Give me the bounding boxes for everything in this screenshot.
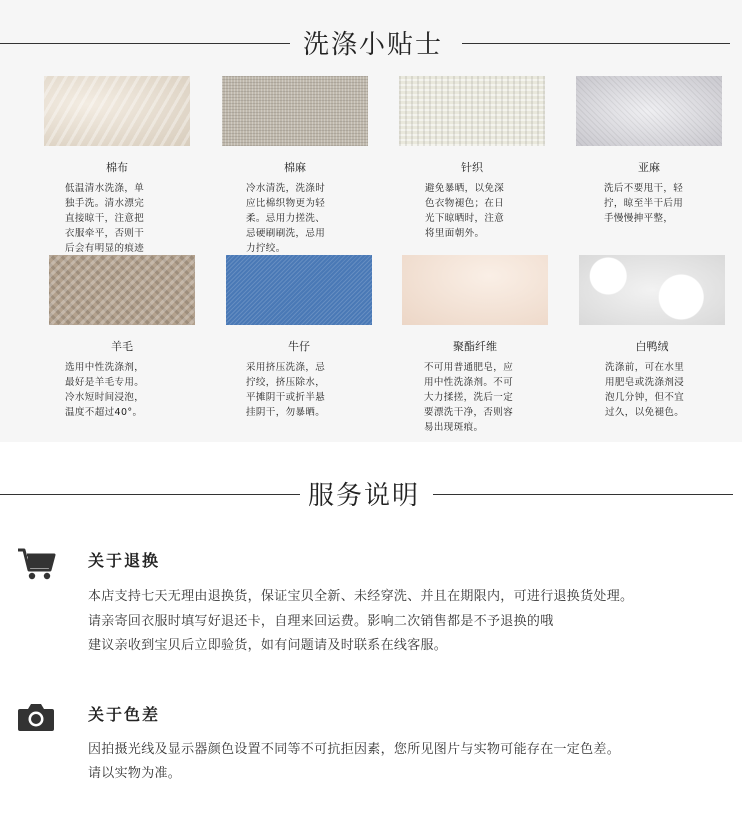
fabric-care-text: 洗涤前，可在水里 用肥皂或洗涤剂浸 泡几分钟，但不宜 过久，以免褪色。 [605, 362, 685, 418]
fabric-card-flax [576, 76, 726, 226]
fabric-care-text: 洗后不要甩干，轻 拧，晾至半干后用 手慢慢抻平整， [604, 183, 684, 224]
fabric-card-white-duck-down [579, 255, 729, 420]
fabric-name: 棉布 [106, 161, 128, 174]
service-item-color-difference [16, 700, 736, 790]
fabric-card-wool [49, 255, 199, 420]
linen-cotton-swatch-image [222, 76, 368, 146]
header-divider-right [462, 43, 730, 44]
fabric-name: 聚酯纤维 [453, 340, 497, 353]
returns-text-line: 建议亲收到宝贝后立即验货，如有问题请及时联系在线客服。 [88, 638, 448, 653]
fabric-card-linen-cotton [222, 76, 372, 256]
fabric-name: 牛仔 [288, 340, 310, 353]
cart-icon [16, 546, 56, 582]
color-difference-text-line: 请以实物为准。 [88, 766, 182, 781]
header-divider-right [433, 494, 733, 495]
fabric-care-text: 采用挤压洗涤，忌 拧绞，挤压除水， 平摊阴干或折半悬 挂阴干，勿暴晒。 [246, 362, 326, 418]
cotton-swatch-image [44, 76, 190, 146]
white-duck-down-swatch-image [579, 255, 725, 325]
service-header [0, 473, 742, 513]
fabric-name: 亚麻 [638, 161, 660, 174]
polyester-swatch-image [402, 255, 548, 325]
fabric-care-text: 避免暴晒，以免深 色衣物褪色；在日 光下晾晒时，注意 将里面朝外。 [425, 183, 505, 239]
fabric-card-denim [226, 255, 376, 420]
fabric-care-text: 冷水清洗，洗涤时 应比棉织物更为轻 柔。忌用力搓洗、 忌硬刷刷洗，忌用 力拧绞。 [246, 183, 326, 254]
flax-swatch-image [576, 76, 722, 146]
washing-tips-header [0, 22, 742, 62]
header-divider-left [0, 494, 300, 495]
fabric-name: 针织 [461, 161, 483, 174]
fabric-card-cotton [44, 76, 194, 256]
fabric-care-text: 低温清水洗涤，单 独手洗。清水漂完 直接晾干，注意把 衣服牵平，否则干 后会有明显的痕迹 [65, 183, 145, 254]
returns-text-line: 本店支持七天无理由退换货，保证宝贝全新、未经穿洗、并且在期限内，可进行退换货处理。 [88, 589, 634, 604]
denim-swatch-image [226, 255, 372, 325]
camera-icon [16, 700, 56, 736]
fabric-card-knit [399, 76, 549, 241]
washing-tips-title: 洗涤小贴士 [303, 30, 444, 60]
returns-title: 关于退换 [88, 551, 161, 570]
service-item-returns [16, 546, 736, 656]
fabric-name: 棉麻 [284, 161, 306, 174]
service-title: 服务说明 [308, 481, 421, 511]
knit-swatch-image [399, 76, 545, 146]
color-difference-text-line: 因拍摄光线及显示器颜色设置不同等不可抗拒因素，您所见图片与实物可能存在一定色差。 [88, 742, 621, 757]
fabric-care-text: 不可用普通肥皂，应 用中性洗涤剂。不可 大力揉搓，洗后一定 要漂洗干净，否则容 易出现斑痕。 [424, 362, 514, 433]
color-difference-title: 关于色差 [88, 705, 161, 724]
fabric-name: 白鸭绒 [635, 340, 669, 353]
fabric-name: 羊毛 [111, 340, 133, 353]
fabric-card-polyester [402, 255, 552, 435]
returns-text-line: 请亲寄回衣服时填写好退还卡，自理来回运费。影响二次销售都是不予退换的哦 [88, 614, 554, 629]
wool-swatch-image [49, 255, 195, 325]
fabric-care-text: 选用中性洗涤剂， 最好是羊毛专用。 冷水短时间浸泡， 温度不超过40°。 [65, 362, 145, 418]
header-divider-left [0, 43, 290, 44]
